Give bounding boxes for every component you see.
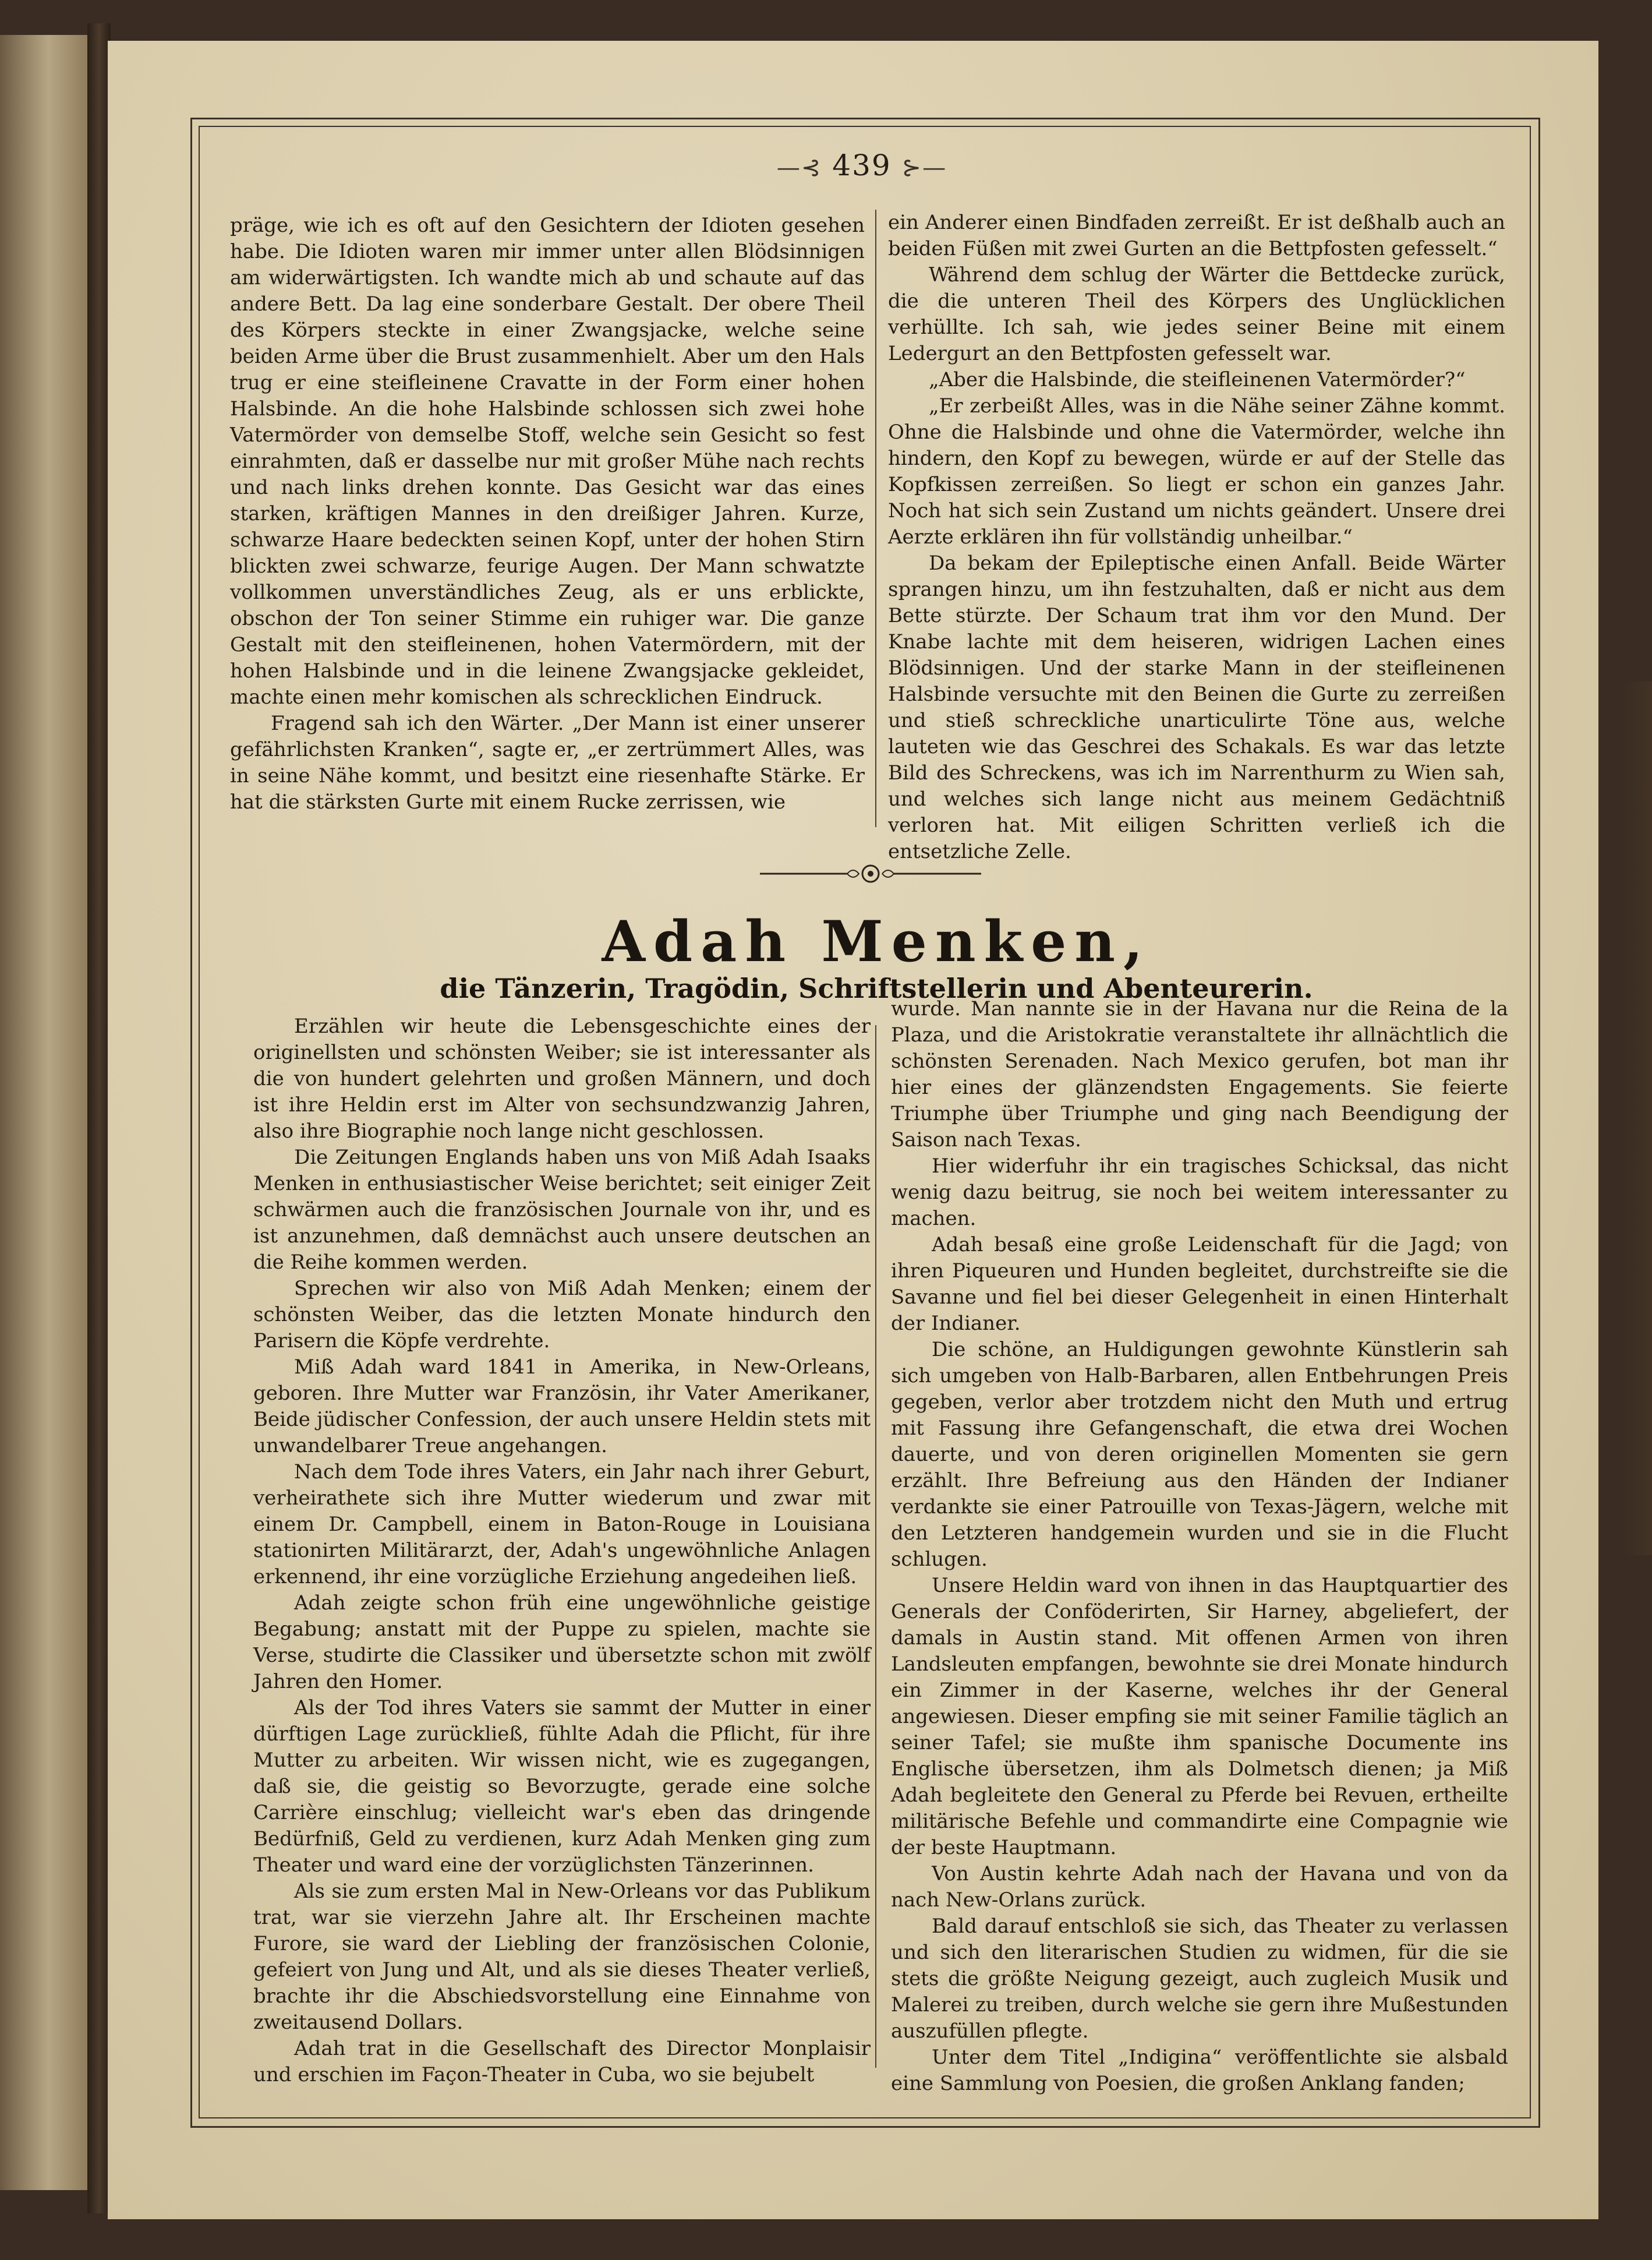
paragraph: Adah trat in die Gesellschaft des Director Monplaisir und erschien im Façon-Theater in Cuba, wo sie bejubelt (253, 2037, 871, 2086)
article-subtitle: die Tänzerin, Tragödin, Schriftstellerin und Abenteurerin. (440, 973, 1313, 1004)
paragraph: Hier widerfuhr ihr ein tragisches Schicksal, das nicht wenig dazu beitrug, sie noch bei weitem interessanter zu machen. (891, 1154, 1508, 1230)
paragraph: Miß Adah ward 1841 in Amerika, in New-Orleans, geboren. Ihre Mutter war Französin, ihr Vater Amerikaner, Beide jüdischer Confession, der auch unsere Heldin stets mit unwandelbarer Treue angehangen. (253, 1355, 871, 1457)
paragraph: Da bekam der Epileptische einen Anfall. Beide Wärter sprangen hinzu, um ihn festzuhalten, daß er nicht aus dem Bette stürzte. Der Schaum trat ihm vor den Mund. Der Knabe lachte mit dem heiseren, widrigen Lachen eines Blödsinnigen. Und der starke Mann in der steifleinenen Halsbinde versuchte mit den Beinen die Gurte zu zerreißen und stieß schreckliche unarticulirte Töne aus, welche lauteten wie das Geschrei des Schakals. Es war das letzte Bild des Schreckens, was ich im Narrenthurm zu Wien sah, und welches sich lange nicht aus meinem Gedächtniß verloren hat. Mit eiligen Schritten verließ ich die entsetzliche Zelle. (888, 552, 1505, 863)
article-column-left (253, 1014, 871, 2088)
paragraph: Erzählen wir heute die Lebensgeschichte eines der originellsten und schönsten Weiber; sie ist interessanter als die von hundert gelehrten und großen Männern, und doch ist ihre Heldin erst im Alter von sechsundzwanzig Jahren, also ihre Biographie noch lange nicht geschlossen. (253, 1015, 871, 1143)
column-divider-bottom (875, 1025, 876, 2068)
paragraph: wurde. Man nannte sie in der Havana nur die Reina de la Plaza, und die Aristokratie veranstaltete ihr allnächtlich die schönsten Serenaden. Nach Mexico gerufen, bot man ihr hier eines der glänzendsten Engagements. Sie feierte Triumphe über Triumphe und ging nach Beendigung der Saison nach Texas. (891, 997, 1508, 1152)
article-title: Adah Menken, (602, 909, 1151, 974)
paragraph: Bald darauf entschloß sie sich, das Theater zu verlassen und sich den literarischen Studien zu widmen, für die sie stets die größte Neigung gezeigt, auch zugleich Musik und Malerei zu treiben, durch welche sie gern ihre Mußestunden auszufüllen pflegte. (891, 1915, 1508, 2043)
article-column-right (891, 996, 1508, 2097)
column-divider-top (875, 210, 876, 827)
paragraph: „Er zerbeißt Alles, was in die Nähe seiner Zähne kommt. Ohne die Halsbinde und ohne die Vatermörder, welche ihn hindern, den Kopf zu bewegen, würde er auf der Stelle das Kopfkissen zerreißen. So liegt er schon ein ganzes Jahr. Noch hat sich sein Zustand um nichts geändert. Unsere drei Aerzte erklären ihn für vollständig unheilbar.“ (888, 394, 1505, 549)
paragraph: Die Zeitungen Englands haben uns von Miß Adah Isaaks Menken in enthusiastischer Weise berichtet; seit einiger Zeit schwärmen auch die französischen Journale von ihr, und es ist anzunehmen, daß demnächst auch unsere deutschen an die Reihe kommen werden. (253, 1146, 871, 1274)
paragraph: Unter dem Titel „Indigina“ veröffentlichte sie alsbald eine Sammlung von Poesien, die großen Anklang fanden; (891, 2046, 1508, 2095)
paragraph: Die schöne, an Huldigungen gewohnte Künstlerin sah sich umgeben von Halb-Barbaren, allen Entbehrungen Preis gegeben, verlor aber trotzdem nicht den Muth und ertrug mit Fassung ihre Gefangenschaft, die etwa drei Wochen dauerte, und von deren originellen Momenten sie gern erzählt. Ihre Befreiung aus den Händen der Indianer verdankte sie einer Patrouille von Texas-Jägern, welche mit den Letzteren handgemein wurden und sie in die Flucht schlugen. (891, 1338, 1508, 1571)
paragraph: Unsere Heldin ward von ihnen in das Hauptquartier des Generals der Conföderirten, Sir Harney, abgeliefert, der damals in Austin stand. Mit offenen Armen von ihren Landsleuten empfangen, bewohnte sie drei Monate hindurch ein Zimmer in der Kaserne, welches ihr der General angewiesen. Dieser empfing sie mit seiner Familie täglich an seiner Tafel; sie mußte ihm spanische Documente ins Englische übersetzen, ihm als Dolmetsch dienen; ja Miß Adah begleitete den General zu Pferde bei Revuen, ertheilte militärische Befehle und commandirte eine Compagnie wie der beste Hauptmann. (891, 1574, 1508, 1859)
paragraph: Sprechen wir also von Miß Adah Menken; einem der schönsten Weiber, das die letzten Monate hindurch den Parisern die Köpfe verdrehte. (253, 1277, 871, 1353)
section-divider-ornament (760, 859, 981, 888)
story-column-left (230, 213, 865, 815)
book-page (108, 41, 1598, 2219)
paragraph: Adah zeigte schon früh eine ungewöhnliche geistige Begabung; anstatt mit der Puppe zu spielen, machte sie Verse, studirte die Classiker und übersetzte schon mit zwölf Jahren den Homer. (253, 1591, 871, 1693)
paragraph: Adah besaß eine große Leidenschaft für die Jagd; von ihren Piqueuren und Hunden begleitet, durchstreifte sie die Savanne und fiel bei dieser Gelegenheit in einen Hinterhalt der Indianer. (891, 1233, 1508, 1335)
facing-page-edge (0, 35, 87, 2190)
page-number-ornament-right: ⊱— (901, 154, 947, 181)
paragraph: Fragend sah ich den Wärter. „Der Mann ist einer unserer gefährlichsten Kranken“, sagte er, „er zertrümmert Alles, was in seine Nähe kommt, und besitzt eine riesenhafte Stärke. Er hat die stärksten Gurte mit einem Rucke zerrissen, wie (230, 712, 865, 814)
paragraph: „Aber die Halsbinde, die steifleinenen Vatermörder?“ (929, 368, 1466, 391)
paragraph: Als sie zum ersten Mal in New-Orleans vor das Publikum trat, war sie vierzehn Jahre alt. Ihr Erscheinen machte Furore, sie ward der Liebling der französischen Colonie, gefeiert von Jung und Alt, und als sie dieses Theater verließ, brachte ihr die Abschiedsvorstellung eine Einnahme von zweitausend Dollars. (253, 1880, 871, 2034)
paragraph: ein Anderer einen Bindfaden zerreißt. Er ist deßhalb auch an beiden Füßen mit zwei Gurten an die Bettpfosten gefesselt.“ (888, 211, 1505, 260)
paragraph: Von Austin kehrte Adah nach der Havana und von da nach New-Orlans zurück. (891, 1862, 1508, 1912)
page-number (745, 149, 978, 182)
page-stain (1622, 681, 1652, 1555)
paragraph: Während dem schlug der Wärter die Bettdecke zurück, die die unteren Theil des Körpers des Unglücklichen verhüllte. Ich sah, wie jedes seiner Beine mit einem Ledergurt an den Bettpfosten gefesselt war. (888, 263, 1505, 365)
paragraph: präge, wie ich es oft auf den Gesichtern der Idioten gesehen habe. Die Idioten waren mir immer unter allen Blödsinnigen am widerwärtigsten. Ich wandte mich ab und schaute auf das andere Bett. Da lag eine sonderbare Gestalt. Der obere Theil des Körpers steckte in einer Zwangsjacke, welche seine beiden Arme über die Brust zusammenhielt. Aber um den Hals trug er eine steifleinene Cravatte in der Form einer hohen Halsbinde. An die hohe Halsbinde schlossen sich zwei hohe Vatermörder von demselbe Stoff, welche sein Gesicht so fest einrahmten, daß er dasselbe nur mit großer Mühe nach rechts und nach links drehen konnte. Das Gesicht war das eines starken, kräftigen Mannes in den dreißiger Jahren. Kurze, schwarze Haare bedeckten seinen Kopf, unter der hohen Stirn blickten zwei schwarze, feurige Augen. Der Mann schwatzte vollkommen unverständliches Zeug, als er uns erblickte, obschon der Ton seiner Stimme ein ruhiger war. Die ganze Gestalt mit den steifleinenen, hohen Vatermördern, mit der hohen Halsbinde und in die leinene Zwangsjacke gekleidet, machte einen mehr komischen als schrecklichen Eindruck. (230, 214, 865, 709)
paragraph: Als der Tod ihres Vaters sie sammt der Mutter in einer dürftigen Lage zurückließ, fühlte Adah die Pflicht, für ihre Mutter zu arbeiten. Wir wissen nicht, wie es zugegangen, daß sie, die geistig so Bevorzugte, gerade eine solche Carrière einschlug; vielleicht war's eben das dringende Bedürfniß, Geld zu verdienen, kurz Adah Menken ging zum Theater und ward eine der vorzüglichsten Tänzerinnen. (253, 1696, 871, 1877)
page-number-ornament-left: —⊰ (776, 154, 822, 181)
paragraph: Nach dem Tode ihres Vaters, ein Jahr nach ihrer Geburt, verheirathete sich ihre Mutter wiederum und zwar mit einem Dr. Campbell, einem in Baton-Rouge in Louisiana stationirten Militärarzt, der, Adah's ungewöhnliche Anlagen erkennend, ihr eine vorzügliche Erziehung angedeihen ließ. (253, 1460, 871, 1588)
book-spine (87, 23, 111, 2213)
page-number-value: 439 (832, 149, 892, 182)
story-column-right (888, 210, 1505, 865)
